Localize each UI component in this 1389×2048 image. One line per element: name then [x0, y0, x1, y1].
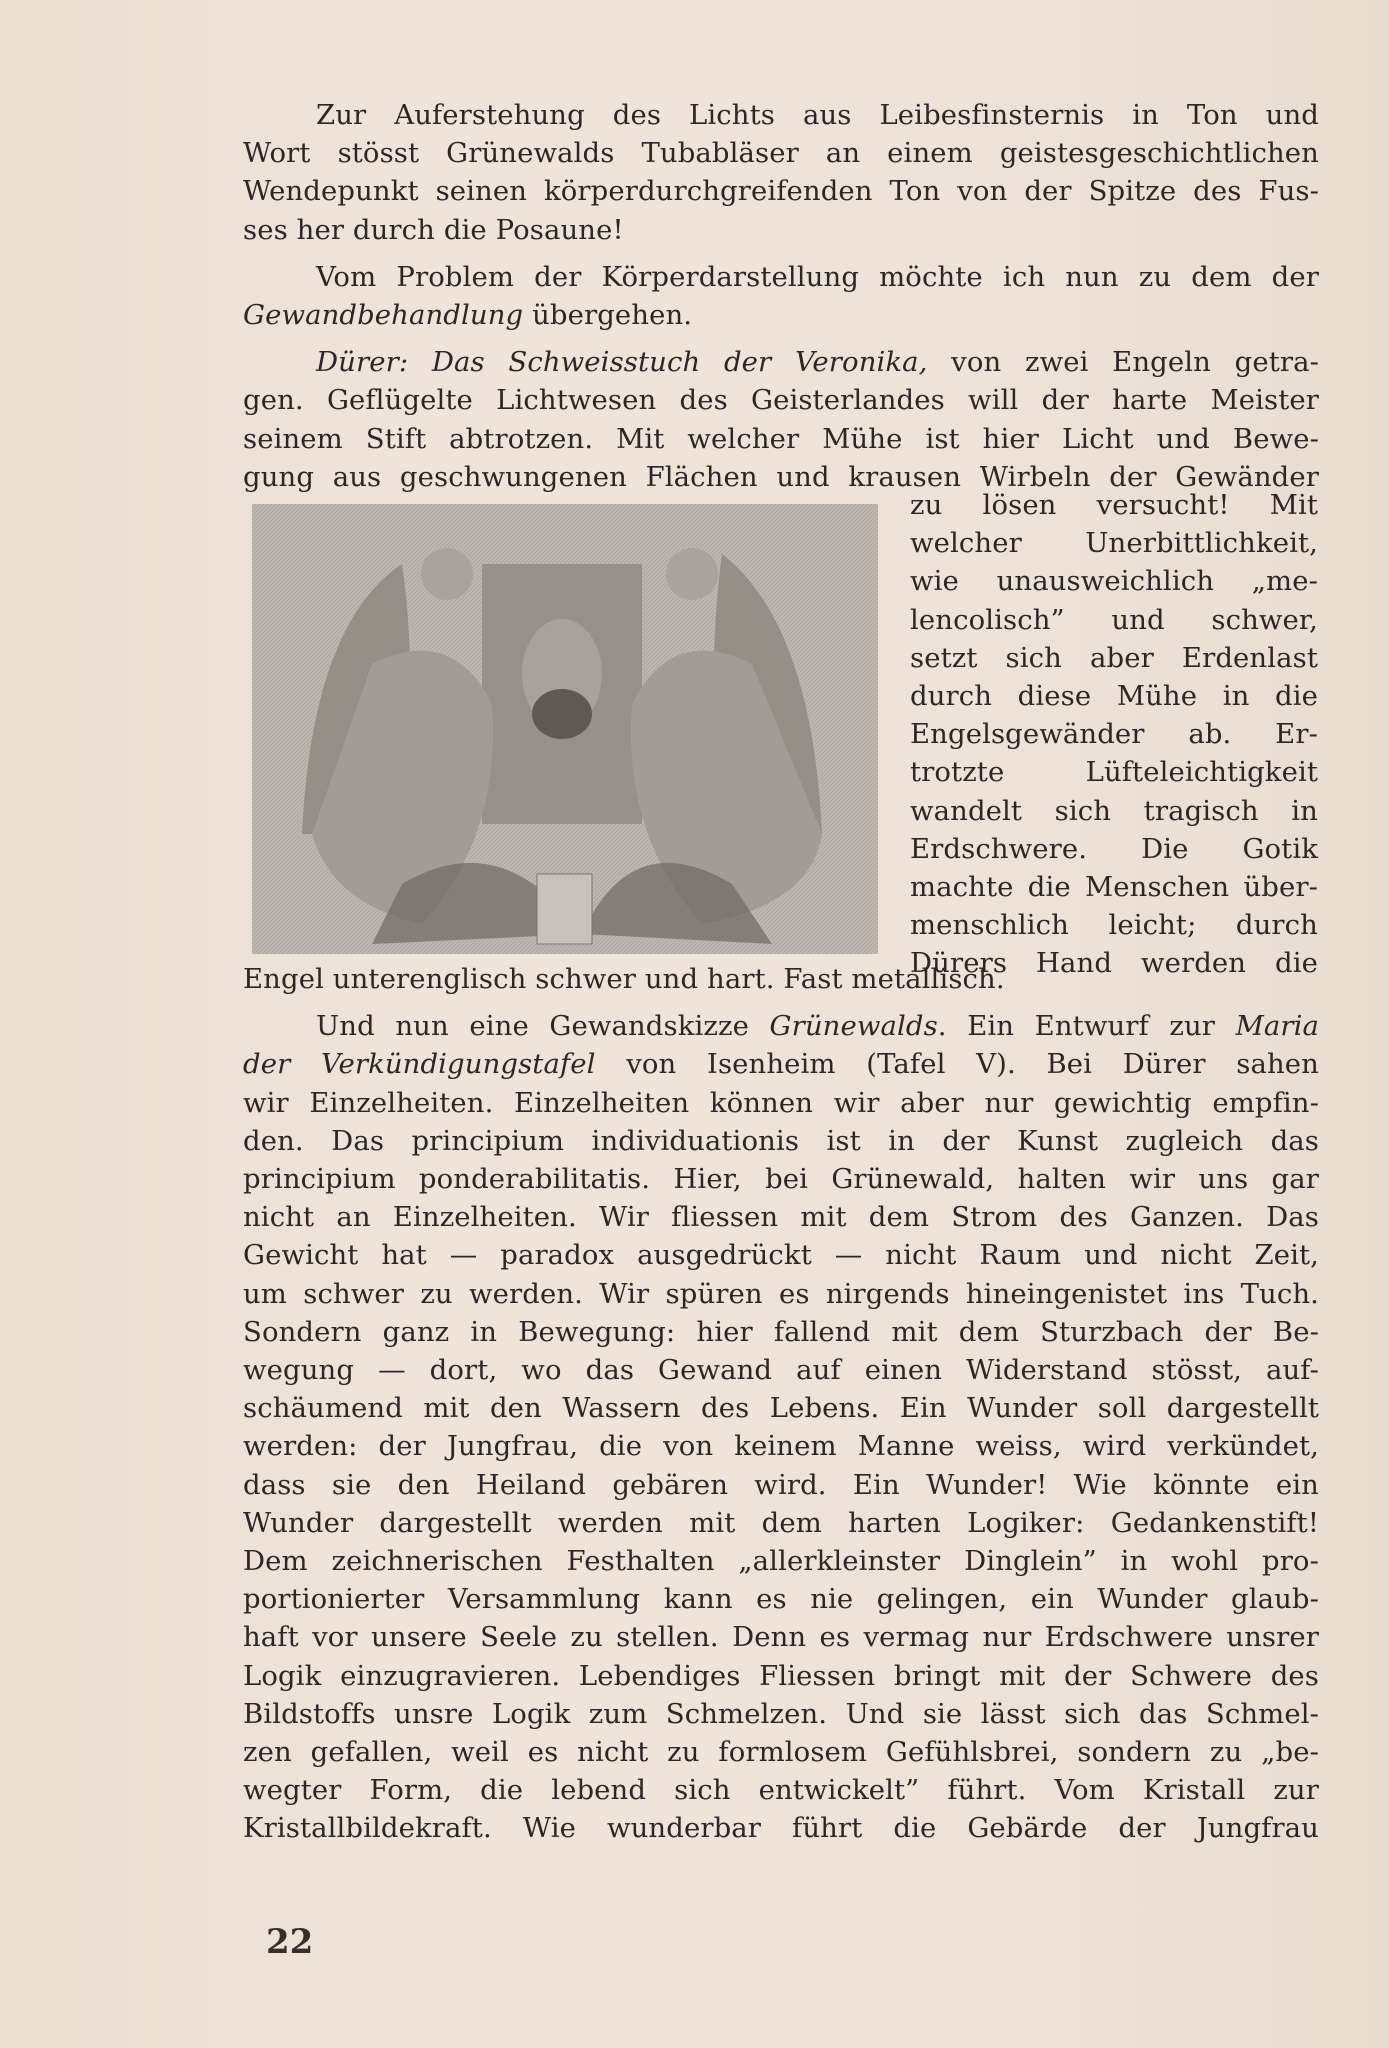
text-line: haft vor unsere Seele zu stellen. Denn es vermag nur Erdschwere unsrer [243, 1621, 1319, 1654]
text-block-bottom [243, 960, 1319, 1848]
italic-title: Dürer: Das Schweisstuch der Veronika, [316, 346, 928, 379]
italic-title: der Verkündigungstafel [243, 1048, 596, 1081]
text-line: zu lösen versucht! Mit [910, 489, 1318, 521]
text-line: Wendepunkt seinen körperdurchgreifenden Ton von der Spitze des Fus- [243, 175, 1319, 208]
text-line: Logik einzugravieren. Lebendiges Fliessen bringt mit der Schwere des [243, 1659, 1319, 1692]
italic-name: Grünewalds [769, 1010, 938, 1043]
text-line [243, 296, 1319, 334]
text-line: schäumend mit den Wassern des Lebens. Ein Wunder soll dargestellt [243, 1392, 1319, 1425]
text-line: Engel unterenglisch schwer und hart. Fast metallisch. [243, 963, 1005, 995]
text-line [243, 1045, 1319, 1083]
text-block-side [910, 486, 1318, 983]
text-line: Erdschwere. Die Gotik [910, 832, 1318, 865]
text-line: Vom Problem der Körperdarstellung möchte ich nun zu dem der [316, 260, 1319, 293]
text-line: menschlich leicht; durch [910, 909, 1318, 942]
text-block-top [243, 96, 1319, 496]
text-line: wir Einzelheiten. Einzelheiten können wir aber nur gewichtig empfin- [243, 1086, 1319, 1119]
text-line: Zur Auferstehung des Lichts aus Leibesfinsternis in Ton und [316, 99, 1319, 131]
text-line: Bildstoffs unsre Logik zum Schmelzen. Und sie lässt sich das Schmel- [243, 1697, 1319, 1730]
text-line: wie unausweichlich „me- [910, 565, 1318, 598]
text-line: Dem zeichnerischen Festhalten „allerkleinster Dinglein” in wohl pro- [243, 1545, 1319, 1578]
engraving-illustration [252, 504, 878, 954]
italic-title: Maria [1235, 1010, 1319, 1043]
italic-term: Gewandbehandlung [243, 299, 524, 332]
text-fragment: von zwei Engeln getra- [927, 346, 1319, 379]
text-line [243, 343, 1319, 381]
text-line: seinem Stift abtrotzen. Mit welcher Mühe ist hier Licht und Bewe- [243, 422, 1319, 455]
text-line: principium ponderabilitatis. Hier, bei Grünewald, halten wir uns gar [243, 1163, 1319, 1196]
text-line: Wort stösst Grünewalds Tubabläser an einem geistesgeschichtlichen [243, 137, 1319, 170]
text-line: nicht an Einzelheiten. Wir fliessen mit dem Strom des Ganzen. Das [243, 1201, 1319, 1234]
text-line: wegung — dort, wo das Gewand auf einen Widerstand stösst, auf- [243, 1354, 1319, 1387]
text-line: ses her durch die Posaune! [243, 213, 624, 246]
text-line: durch diese Mühe in die [910, 680, 1318, 713]
text-line: lencolisch” und schwer, [910, 603, 1318, 636]
text-fragment: übergehen. [532, 299, 693, 332]
text-line: zen gefallen, weil es nicht zu formlosem Gefühlsbrei, sondern zu „be- [243, 1736, 1319, 1769]
text-line: wandelt sich tragisch in [910, 794, 1318, 827]
text-line: um schwer zu werden. Wir spüren es nirgends hineingenistet ins Tuch. [243, 1277, 1319, 1310]
text-line: werden: der Jungfrau, die von keinem Manne weiss, wird verkündet, [243, 1430, 1319, 1463]
text-line: Kristallbildekraft. Wie wunderbar führt die Gebärde der Jungfrau [243, 1812, 1319, 1845]
text-line: wegter Form, die lebend sich entwickelt” führt. Vom Kristall zur [243, 1774, 1319, 1807]
text-line: den. Das principium individuationis ist in der Kunst zugleich das [243, 1124, 1319, 1157]
page-number: 22 [266, 1922, 314, 1962]
text-line: portionierter Versammlung kann es nie gelingen, ein Wunder glaub- [243, 1583, 1319, 1616]
text-line: setzt sich aber Erdenlast [910, 641, 1318, 674]
text-line: Engelsgewänder ab. Er- [910, 718, 1318, 751]
text-line: machte die Menschen über- [910, 871, 1318, 904]
engraving-image [252, 504, 878, 954]
text-line [243, 1007, 1319, 1045]
text-line: dass sie den Heiland gebären wird. Ein Wunder! Wie könnte ein [243, 1468, 1319, 1501]
text-line: Gewicht hat — paradox ausgedrückt — nicht Raum und nicht Zeit, [243, 1239, 1319, 1272]
text-line: gen. Geflügelte Lichtwesen des Geisterlandes will der harte Meister [243, 384, 1319, 417]
text-line: Dürers Hand werden die [910, 947, 1318, 980]
text-fragment: Und nun eine Gewandskizze [316, 1010, 770, 1043]
text-line: trotzte Lüfteleichtigkeit [910, 756, 1318, 789]
text-fragment: von Isenheim (Tafel V). Bei Dürer sahen [595, 1048, 1319, 1081]
text-fragment: . Ein Entwurf zur [937, 1010, 1236, 1043]
text-line: welcher Unerbittlichkeit, [910, 527, 1318, 560]
text-line: gung aus geschwungenen Flächen und krausen Wirbeln der Gewänder [243, 460, 1319, 493]
text-line: Wunder dargestellt werden mit dem harten Logiker: Gedankenstift! [243, 1506, 1319, 1539]
text-line: Sondern ganz in Bewegung: hier fallend mit dem Sturzbach der Be- [243, 1315, 1319, 1348]
